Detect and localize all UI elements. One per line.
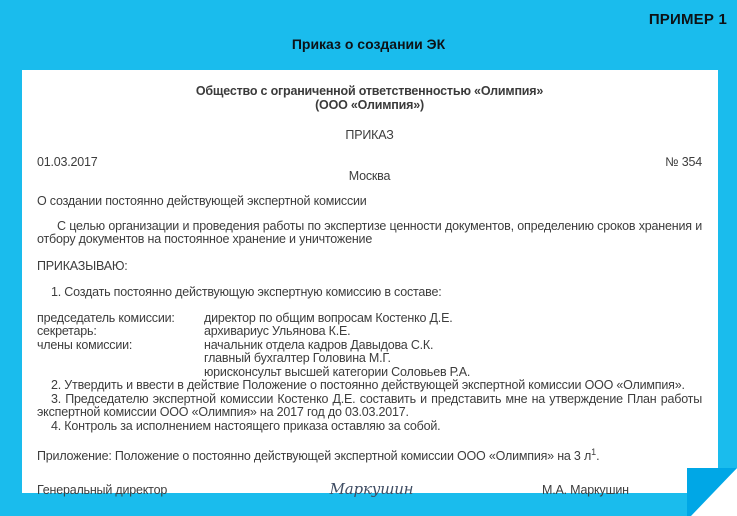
city: Москва <box>348 168 391 183</box>
folded-corner-decoration <box>687 468 737 516</box>
commission-person: начальник отдела кадров Давыдова С.К. <box>204 337 434 352</box>
signature-autograph: Маркушин <box>329 479 414 498</box>
commission-list <box>37 312 702 380</box>
banner-title: Приказ о создании ЭК <box>291 36 446 52</box>
attachment-line <box>37 446 702 464</box>
signer-position: Генеральный директор <box>37 482 168 497</box>
commission-row-member-1 <box>37 339 702 353</box>
order-item-3: 3. Председателю экспертной комиссии Костенко Д.Е. составить и представить мне на утверждение План работы экспертной комиссии ООО «Олимпия» на 2017 год до 03.03.2017. <box>37 391 702 419</box>
commission-role <box>37 366 204 380</box>
commission-role: члены комиссии: <box>37 337 133 352</box>
document-type: ПРИКАЗ <box>345 128 394 142</box>
attachment-period: . <box>596 449 600 464</box>
example-number-label: ПРИМЕР 1 <box>648 11 727 28</box>
org-name-line2: (ООО «Олимпия») <box>315 97 424 112</box>
commission-row-chairman <box>37 312 702 326</box>
document-date: 01.03.2017 <box>37 154 98 169</box>
document-subject: О создании постоянно действующей экспертной комиссии <box>37 194 367 208</box>
date-number-row <box>37 156 702 170</box>
commission-role: председатель комиссии: <box>37 310 175 325</box>
commission-row-member-2 <box>37 352 702 366</box>
commission-role: секретарь: <box>37 324 97 338</box>
order-item-2: 2. Утвердить и ввести в действие Положение о постоянно действующей экспертной комиссии ООО «Олимпия». <box>51 378 685 392</box>
commission-person: директор по общим вопросам Костенко Д.Е. <box>204 310 453 325</box>
signature-row <box>37 479 702 498</box>
commission-role <box>37 352 204 366</box>
org-name-line1: Общество с ограниченной ответственностью «Олимпия» <box>195 84 544 98</box>
signer-name: М.А. Маркушин <box>542 482 629 497</box>
commission-person: архивариус Ульянова К.Е. <box>204 324 351 338</box>
order-item-1: 1. Создать постоянно действующую экспертную комиссию в составе: <box>51 285 442 299</box>
commission-row-member-3 <box>37 366 702 380</box>
directive-word: ПРИКАЗЫВАЮ: <box>37 258 128 273</box>
preamble-paragraph: С целью организации и проведения работы по экспертизе ценности документов, определению сроков хранения и отбору документов на постоянное хранение и уничтожение <box>37 218 702 246</box>
footnote-reference: 1 <box>591 447 597 457</box>
document-number: № 354 <box>665 154 702 169</box>
commission-person: юрисконсульт высшей категории Соловьев Р.А. <box>204 364 471 379</box>
order-item-4: 4. Контроль за исполнением настоящего приказа оставляю за собой. <box>51 418 441 433</box>
commission-person: главный бухгалтер Головина М.Г. <box>204 351 391 365</box>
attachment-text: Приложение: Положение о постоянно действующей экспертной комиссии ООО «Олимпия» на 3 л <box>37 449 592 464</box>
commission-row-secretary <box>37 325 702 339</box>
order-document <box>22 70 718 498</box>
